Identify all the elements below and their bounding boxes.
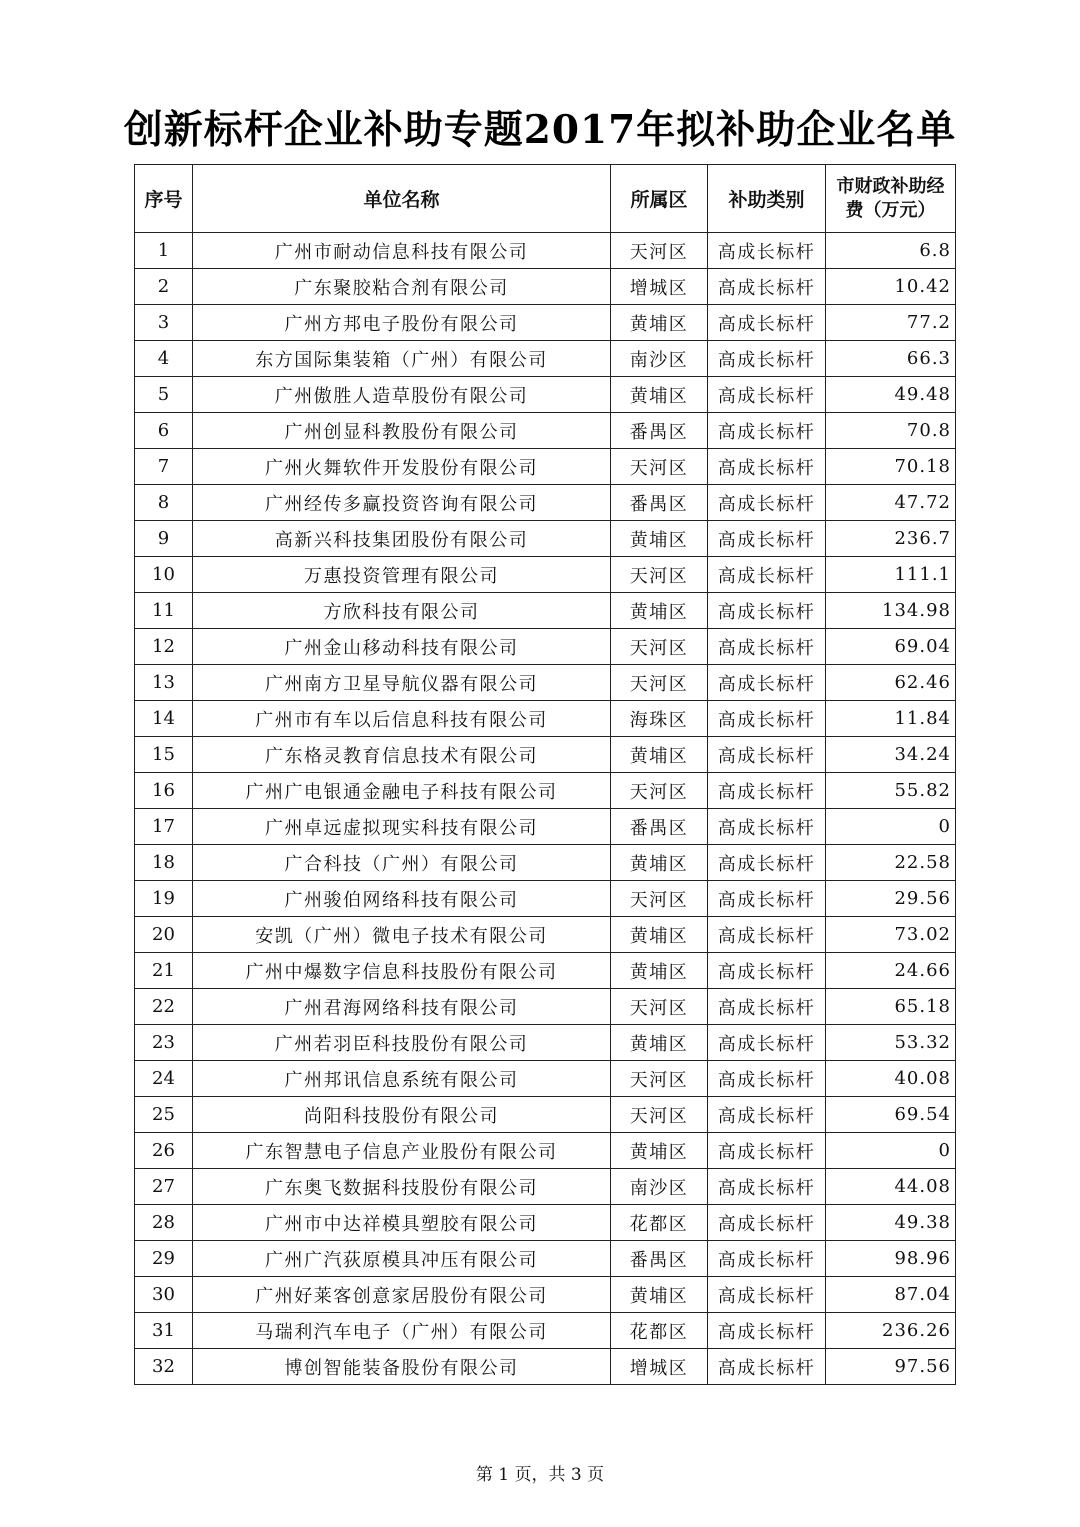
row-company-name: 广州市耐动信息科技有限公司 (193, 233, 611, 269)
row-seq: 30 (135, 1277, 193, 1313)
row-district: 花都区 (611, 1205, 708, 1241)
row-seq: 5 (135, 377, 193, 413)
table-row (135, 701, 956, 737)
row-seq: 23 (135, 1025, 193, 1061)
table-header-row (135, 165, 956, 233)
row-district: 南沙区 (611, 341, 708, 377)
row-district: 天河区 (611, 773, 708, 809)
row-category: 高成长标杆 (708, 845, 826, 881)
row-amount: 236.26 (826, 1313, 956, 1349)
row-category: 高成长标杆 (708, 665, 826, 701)
row-company-name: 尚阳科技股份有限公司 (193, 1097, 611, 1133)
row-seq: 13 (135, 665, 193, 701)
table-row (135, 917, 956, 953)
row-company-name: 高新兴科技集团股份有限公司 (193, 521, 611, 557)
row-amount: 44.08 (826, 1169, 956, 1205)
row-district: 天河区 (611, 449, 708, 485)
row-company-name: 广州方邦电子股份有限公司 (193, 305, 611, 341)
table-row (135, 1025, 956, 1061)
row-company-name: 广州市有车以后信息科技有限公司 (193, 701, 611, 737)
row-company-name: 广州好莱客创意家居股份有限公司 (193, 1277, 611, 1313)
row-company-name: 安凯（广州）微电子技术有限公司 (193, 917, 611, 953)
row-district: 天河区 (611, 629, 708, 665)
row-company-name: 马瑞利汽车电子（广州）有限公司 (193, 1313, 611, 1349)
row-company-name: 博创智能装备股份有限公司 (193, 1349, 611, 1385)
table-row (135, 1061, 956, 1097)
page-number: 第 1 页，共 3 页 (475, 1465, 605, 1485)
row-seq: 3 (135, 305, 193, 341)
row-company-name: 广东聚胶粘合剂有限公司 (193, 269, 611, 305)
row-seq: 10 (135, 557, 193, 593)
row-company-name: 万惠投资管理有限公司 (193, 557, 611, 593)
row-company-name: 广州君海网络科技有限公司 (193, 989, 611, 1025)
row-amount: 70.18 (826, 449, 956, 485)
row-category: 高成长标杆 (708, 1061, 826, 1097)
row-district: 黄埔区 (611, 845, 708, 881)
row-seq: 28 (135, 1205, 193, 1241)
row-seq: 7 (135, 449, 193, 485)
row-amount: 69.54 (826, 1097, 956, 1133)
row-amount: 10.42 (826, 269, 956, 305)
row-category: 高成长标杆 (708, 1025, 826, 1061)
table-row (135, 773, 956, 809)
header-name: 单位名称 (193, 165, 611, 233)
row-company-name: 广州南方卫星导航仪器有限公司 (193, 665, 611, 701)
table-row (135, 665, 956, 701)
table-row (135, 557, 956, 593)
table-row (135, 1097, 956, 1133)
row-company-name: 广州金山移动科技有限公司 (193, 629, 611, 665)
row-category: 高成长标杆 (708, 881, 826, 917)
row-company-name: 广合科技（广州）有限公司 (193, 845, 611, 881)
row-district: 南沙区 (611, 1169, 708, 1205)
row-amount: 24.66 (826, 953, 956, 989)
row-seq: 18 (135, 845, 193, 881)
row-seq: 20 (135, 917, 193, 953)
row-seq: 15 (135, 737, 193, 773)
row-company-name: 方欣科技有限公司 (193, 593, 611, 629)
row-company-name: 广州傲胜人造草股份有限公司 (193, 377, 611, 413)
row-seq: 8 (135, 485, 193, 521)
row-amount: 62.46 (826, 665, 956, 701)
row-amount: 29.56 (826, 881, 956, 917)
row-category: 高成长标杆 (708, 341, 826, 377)
row-company-name: 广州经传多赢投资咨询有限公司 (193, 485, 611, 521)
row-district: 天河区 (611, 881, 708, 917)
row-seq: 32 (135, 1349, 193, 1385)
row-district: 番禺区 (611, 485, 708, 521)
row-company-name: 广州卓远虚拟现实科技有限公司 (193, 809, 611, 845)
row-amount: 40.08 (826, 1061, 956, 1097)
row-amount: 0 (826, 1133, 956, 1169)
row-category: 高成长标杆 (708, 593, 826, 629)
row-company-name: 广州邦讯信息系统有限公司 (193, 1061, 611, 1097)
row-seq: 22 (135, 989, 193, 1025)
row-category: 高成长标杆 (708, 773, 826, 809)
row-category: 高成长标杆 (708, 737, 826, 773)
row-category: 高成长标杆 (708, 269, 826, 305)
header-district: 所属区 (611, 165, 708, 233)
row-category: 高成长标杆 (708, 1205, 826, 1241)
row-amount: 22.58 (826, 845, 956, 881)
row-district: 黄埔区 (611, 1133, 708, 1169)
table-body (135, 233, 956, 1385)
row-district: 黄埔区 (611, 593, 708, 629)
row-district: 天河区 (611, 665, 708, 701)
row-amount: 49.38 (826, 1205, 956, 1241)
row-district: 天河区 (611, 233, 708, 269)
row-company-name: 广州市中达祥模具塑胶有限公司 (193, 1205, 611, 1241)
row-district: 番禺区 (611, 1241, 708, 1277)
row-company-name: 广州火舞软件开发股份有限公司 (193, 449, 611, 485)
row-district: 番禺区 (611, 413, 708, 449)
table-row (135, 593, 956, 629)
row-company-name: 广东奥飞数据科技股份有限公司 (193, 1169, 611, 1205)
row-seq: 11 (135, 593, 193, 629)
table-row (135, 269, 956, 305)
row-seq: 9 (135, 521, 193, 557)
row-category: 高成长标杆 (708, 989, 826, 1025)
row-district: 黄埔区 (611, 917, 708, 953)
row-amount: 11.84 (826, 701, 956, 737)
row-amount: 49.48 (826, 377, 956, 413)
row-category: 高成长标杆 (708, 305, 826, 341)
row-district: 花都区 (611, 1313, 708, 1349)
row-seq: 21 (135, 953, 193, 989)
row-amount: 6.8 (826, 233, 956, 269)
table-row (135, 1241, 956, 1277)
header-seq: 序号 (135, 165, 193, 233)
row-amount: 66.3 (826, 341, 956, 377)
row-amount: 77.2 (826, 305, 956, 341)
row-amount: 97.56 (826, 1349, 956, 1385)
row-seq: 4 (135, 341, 193, 377)
table-row (135, 809, 956, 845)
row-amount: 65.18 (826, 989, 956, 1025)
row-company-name: 广州广电银通金融电子科技有限公司 (193, 773, 611, 809)
row-seq: 24 (135, 1061, 193, 1097)
row-seq: 25 (135, 1097, 193, 1133)
row-district: 黄埔区 (611, 953, 708, 989)
table-row (135, 881, 956, 917)
header-category: 补助类别 (708, 165, 826, 233)
row-seq: 19 (135, 881, 193, 917)
grant-list-table (134, 164, 956, 1385)
row-company-name: 东方国际集装箱（广州）有限公司 (193, 341, 611, 377)
row-district: 黄埔区 (611, 521, 708, 557)
page-title: 创新标杆企业补助专题2017年拟补助企业名单 (123, 107, 957, 153)
table-row (135, 737, 956, 773)
row-company-name: 广州若羽臣科技股份有限公司 (193, 1025, 611, 1061)
table-row (135, 1205, 956, 1241)
table-row (135, 1277, 956, 1313)
table-row (135, 485, 956, 521)
row-amount: 55.82 (826, 773, 956, 809)
row-amount: 47.72 (826, 485, 956, 521)
table-row (135, 1349, 956, 1385)
row-district: 海珠区 (611, 701, 708, 737)
table-row (135, 233, 956, 269)
table-row (135, 1169, 956, 1205)
row-category: 高成长标杆 (708, 557, 826, 593)
row-company-name: 广州骏伯网络科技有限公司 (193, 881, 611, 917)
row-district: 黄埔区 (611, 377, 708, 413)
row-district: 黄埔区 (611, 1025, 708, 1061)
row-amount: 70.8 (826, 413, 956, 449)
row-company-name: 广州创显科教股份有限公司 (193, 413, 611, 449)
row-seq: 12 (135, 629, 193, 665)
row-company-name: 广东格灵教育信息技术有限公司 (193, 737, 611, 773)
row-district: 番禺区 (611, 809, 708, 845)
header-amount: 市财政补助经费（万元） (826, 165, 956, 233)
row-company-name: 广东智慧电子信息产业股份有限公司 (193, 1133, 611, 1169)
row-district: 黄埔区 (611, 305, 708, 341)
row-category: 高成长标杆 (708, 233, 826, 269)
table-row (135, 1133, 956, 1169)
row-category: 高成长标杆 (708, 521, 826, 557)
row-seq: 2 (135, 269, 193, 305)
row-seq: 6 (135, 413, 193, 449)
row-category: 高成长标杆 (708, 1349, 826, 1385)
row-district: 增城区 (611, 269, 708, 305)
row-category: 高成长标杆 (708, 1241, 826, 1277)
row-category: 高成长标杆 (708, 701, 826, 737)
row-category: 高成长标杆 (708, 377, 826, 413)
row-category: 高成长标杆 (708, 953, 826, 989)
row-district: 黄埔区 (611, 737, 708, 773)
row-district: 黄埔区 (611, 1277, 708, 1313)
row-category: 高成长标杆 (708, 449, 826, 485)
row-category: 高成长标杆 (708, 809, 826, 845)
row-seq: 16 (135, 773, 193, 809)
row-category: 高成长标杆 (708, 1169, 826, 1205)
table-row (135, 953, 956, 989)
row-amount: 53.32 (826, 1025, 956, 1061)
row-seq: 29 (135, 1241, 193, 1277)
row-amount: 111.1 (826, 557, 956, 593)
row-district: 天河区 (611, 989, 708, 1025)
table-row (135, 413, 956, 449)
row-company-name: 广州中爆数字信息科技股份有限公司 (193, 953, 611, 989)
row-seq: 26 (135, 1133, 193, 1169)
row-category: 高成长标杆 (708, 917, 826, 953)
row-amount: 134.98 (826, 593, 956, 629)
row-district: 天河区 (611, 557, 708, 593)
table-row (135, 305, 956, 341)
row-category: 高成长标杆 (708, 629, 826, 665)
table-row (135, 845, 956, 881)
table-row (135, 449, 956, 485)
row-category: 高成长标杆 (708, 1277, 826, 1313)
table-row (135, 341, 956, 377)
row-seq: 27 (135, 1169, 193, 1205)
row-amount: 98.96 (826, 1241, 956, 1277)
table-row (135, 989, 956, 1025)
row-district: 增城区 (611, 1349, 708, 1385)
row-seq: 17 (135, 809, 193, 845)
table-row (135, 1313, 956, 1349)
row-category: 高成长标杆 (708, 1133, 826, 1169)
row-seq: 1 (135, 233, 193, 269)
table-row (135, 629, 956, 665)
row-category: 高成长标杆 (708, 413, 826, 449)
row-amount: 73.02 (826, 917, 956, 953)
row-category: 高成长标杆 (708, 485, 826, 521)
row-seq: 14 (135, 701, 193, 737)
row-category: 高成长标杆 (708, 1313, 826, 1349)
row-district: 天河区 (611, 1097, 708, 1133)
row-amount: 69.04 (826, 629, 956, 665)
row-amount: 34.24 (826, 737, 956, 773)
table-row (135, 377, 956, 413)
row-category: 高成长标杆 (708, 1097, 826, 1133)
row-seq: 31 (135, 1313, 193, 1349)
row-company-name: 广州广汽荻原模具冲压有限公司 (193, 1241, 611, 1277)
table-row (135, 521, 956, 557)
row-amount: 236.7 (826, 521, 956, 557)
row-district: 天河区 (611, 1061, 708, 1097)
row-amount: 0 (826, 809, 956, 845)
row-amount: 87.04 (826, 1277, 956, 1313)
